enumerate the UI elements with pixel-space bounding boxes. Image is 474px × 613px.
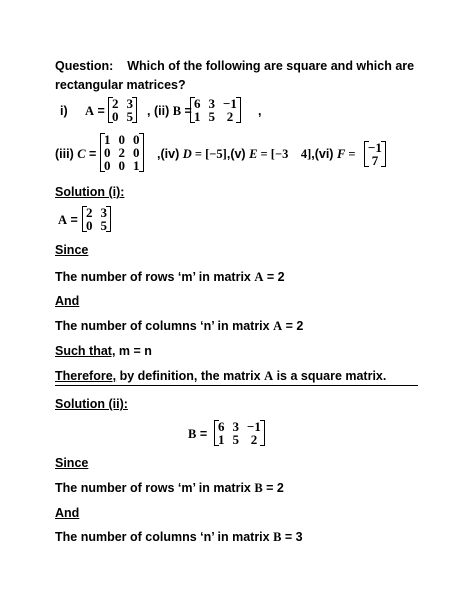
matrix-cell: 2 — [226, 109, 234, 124]
matrix-row — [100, 159, 144, 172]
solution-2-cols: The number of columns ‘n’ in matrix B = 3 — [55, 530, 303, 544]
matrix-c — [100, 133, 144, 172]
matrix-cell: 1 — [104, 132, 111, 147]
matrix-cell: −1 — [368, 140, 382, 155]
question-line-2: rectangular matrices? — [55, 78, 186, 92]
matrix-cell: 1 — [194, 109, 201, 124]
matrix-cell: 2 — [118, 145, 125, 160]
solution-1-matrix-a — [82, 206, 111, 232]
matrix-cell: −1 — [223, 96, 237, 111]
matrix-row — [190, 110, 241, 123]
matrix-cell: 5 — [126, 109, 133, 124]
section-divider — [55, 385, 418, 386]
matrix-cell: 5 — [208, 109, 215, 124]
solution-2-eq: B = — [188, 427, 208, 441]
solution-1-rows: The number of rows ‘m’ in matrix A = 2 — [55, 270, 285, 284]
item-ii: , (ii) B = — [147, 104, 192, 118]
solution-1-heading: Solution (i): — [55, 185, 125, 199]
item-ii-sep: , — [258, 104, 262, 118]
matrix-f — [364, 141, 386, 167]
solution-2-since: Since — [55, 456, 89, 470]
matrix-cell: −1 — [247, 419, 261, 434]
matrix-cell: 0 — [86, 218, 93, 233]
matrix-cell: 2 — [112, 96, 119, 111]
question-label: Question: — [55, 59, 114, 73]
matrix-cell: 5 — [232, 432, 239, 447]
matrix-row — [214, 433, 265, 446]
solution-1-conclusion: Therefore, by definition, the matrix A is a square matrix. — [55, 369, 387, 383]
matrix-cell: 0 — [133, 132, 140, 147]
solution-2-matrix-b — [214, 420, 265, 446]
solution-2-and: And — [55, 506, 80, 520]
item-iv-v-vi: ,(iv) D = [−5],(v) E = [−3 4],(vi) F = — [157, 147, 356, 161]
matrix-cell: 0 — [118, 132, 125, 147]
solution-1-and: And — [55, 294, 80, 308]
item-iii: (iii) C = — [55, 147, 97, 161]
matrix-cell: 0 — [133, 145, 140, 160]
matrix-b-question — [190, 97, 241, 123]
matrix-cell: 1 — [218, 432, 225, 447]
question-line-1 — [55, 60, 414, 73]
matrix-cell: 0 — [112, 109, 119, 124]
matrix-cell: 5 — [100, 218, 107, 233]
matrix-cell: 7 — [371, 153, 379, 168]
matrix-cell: 3 — [232, 419, 239, 434]
solution-1-since: Since — [55, 243, 89, 257]
item-i-label: i) — [60, 104, 68, 118]
matrix-cell: 0 — [118, 158, 125, 173]
matrix-cell: 6 — [194, 96, 201, 111]
matrix-cell: 3 — [208, 96, 215, 111]
solution-1-eq: A = — [58, 213, 78, 227]
matrix-a — [108, 97, 137, 123]
matrix-cell: 3 — [100, 205, 107, 220]
matrix-cell: 2 — [250, 432, 258, 447]
item-i-eq: A = — [85, 104, 105, 118]
matrix-cell: 1 — [133, 158, 140, 173]
matrix-cell: 6 — [218, 419, 225, 434]
matrix-cell: 0 — [104, 158, 111, 173]
solution-2-heading: Solution (ii): — [55, 397, 128, 411]
solution-1-such-that: Such that, m = n — [55, 344, 152, 358]
solution-2-rows: The number of rows ‘m’ in matrix B = 2 — [55, 481, 284, 495]
matrix-cell: 2 — [86, 205, 93, 220]
question-text-1: Which of the following are square and which are — [127, 59, 415, 73]
matrix-cell: 0 — [104, 145, 111, 160]
solution-1-cols: The number of columns ‘n’ in matrix A = 2 — [55, 319, 304, 333]
matrix-cell: 3 — [126, 96, 133, 111]
